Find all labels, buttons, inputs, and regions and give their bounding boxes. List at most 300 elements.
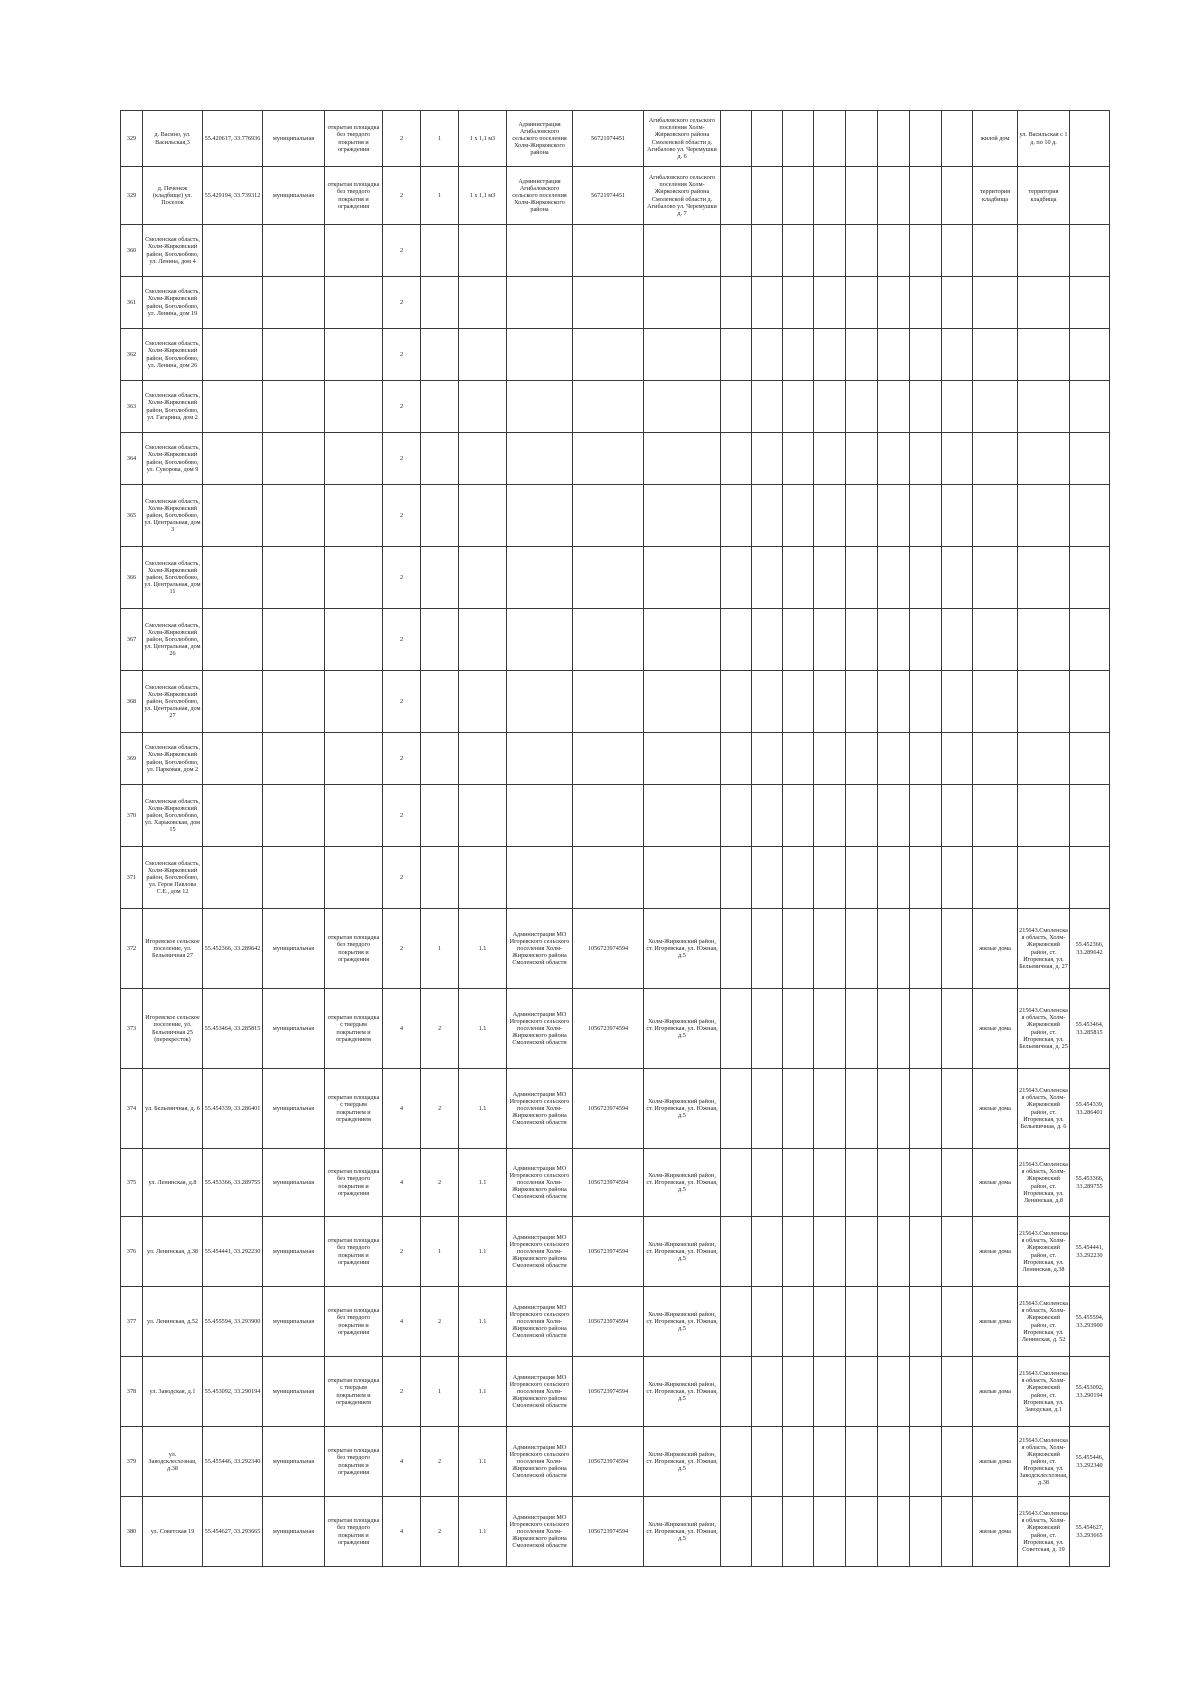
container-volume xyxy=(459,847,507,909)
owner-organization: Администрация МО Игоревского сельского поселения Холм-Жирковского района Смоленской области xyxy=(507,1149,573,1217)
table-row xyxy=(121,989,1110,1069)
area: 4 xyxy=(383,1427,421,1497)
empty-cell xyxy=(783,671,814,733)
empty-cell xyxy=(783,277,814,329)
owner-address: Холм-Жирковский район, ст. Игоревская, ул. Южная, д.5 xyxy=(644,1287,721,1357)
empty-cell xyxy=(814,485,846,547)
empty-cell xyxy=(910,225,942,277)
owner-organization: Администрация МО Игоревского сельского поселения Холм-Жирковского района Смоленской области xyxy=(507,1357,573,1427)
source-coordinates xyxy=(1070,847,1110,909)
source-address xyxy=(1018,785,1070,847)
source-address xyxy=(1018,609,1070,671)
source-coordinates: 55.454339, 33.286401 xyxy=(1070,1069,1110,1149)
empty-cell xyxy=(752,1497,783,1567)
surface-type xyxy=(325,733,383,785)
area: 4 xyxy=(383,989,421,1069)
area: 2 xyxy=(383,547,421,609)
source-coordinates xyxy=(1070,547,1110,609)
waste-source: жилые дома xyxy=(973,1069,1018,1149)
owner-organization: Администрация МО Игоревского сельского поселения Холм-Жирковского района Смоленской области xyxy=(507,1287,573,1357)
source-coordinates xyxy=(1070,277,1110,329)
coordinates: 55.452366, 33.289642 xyxy=(203,909,263,989)
container-count: 2 xyxy=(421,989,459,1069)
empty-cell xyxy=(814,609,846,671)
table-row xyxy=(121,847,1110,909)
location-address: Смоленская область, Холм-Жирковский район, Боголюбово, ул. Ленина, дом 4 xyxy=(143,225,203,277)
surface-type: открытая площадка с твердым покрытием и ограждением xyxy=(325,1357,383,1427)
table-row xyxy=(121,1217,1110,1287)
coordinates: 55.453092, 33.290194 xyxy=(203,1357,263,1427)
row-number: 367 xyxy=(121,609,143,671)
container-count xyxy=(421,671,459,733)
empty-cell xyxy=(721,1149,752,1217)
empty-cell xyxy=(846,1427,878,1497)
area: 2 xyxy=(383,671,421,733)
empty-cell xyxy=(878,485,910,547)
table-row xyxy=(121,167,1110,225)
owner-organization xyxy=(507,609,573,671)
area: 4 xyxy=(383,1497,421,1567)
source-address: 215643.Смоленская область, Холм-Жирковский район, ст. Игоревская, ул. Советская, д. 19 xyxy=(1018,1497,1070,1567)
container-volume xyxy=(459,609,507,671)
container-volume: 1.1 xyxy=(459,989,507,1069)
location-address: Смоленская область, Холм-Жирковский район, Боголюбово, ул. Центральная, дом 3 xyxy=(143,485,203,547)
source-address: 215643.Смоленская область, Холм-Жирковский район, ст. Игоревская, ул. Бельевичная, д. 25 xyxy=(1018,989,1070,1069)
container-volume xyxy=(459,733,507,785)
empty-cell xyxy=(814,1217,846,1287)
empty-cell xyxy=(721,1217,752,1287)
location-address: ул. Заводская, д.1 xyxy=(143,1357,203,1427)
owner-address xyxy=(644,609,721,671)
table-row xyxy=(121,785,1110,847)
ownership xyxy=(263,671,325,733)
empty-cell xyxy=(942,671,973,733)
coordinates xyxy=(203,225,263,277)
surface-type xyxy=(325,381,383,433)
owner-address xyxy=(644,277,721,329)
empty-cell xyxy=(814,381,846,433)
empty-cell xyxy=(910,609,942,671)
empty-cell xyxy=(783,433,814,485)
waste-source xyxy=(973,671,1018,733)
owner-ogrn xyxy=(573,485,644,547)
empty-cell xyxy=(846,1217,878,1287)
surface-type: открытая площадка без твердого покрытия и ограждения xyxy=(325,909,383,989)
owner-ogrn: 1056723974594 xyxy=(573,1217,644,1287)
container-count xyxy=(421,847,459,909)
area: 2 xyxy=(383,909,421,989)
empty-cell xyxy=(721,329,752,381)
container-volume: 1.1 xyxy=(459,1497,507,1567)
empty-cell xyxy=(942,847,973,909)
location-address: Смоленская область, Холм-Жирковский район, Боголюбово, ул. Ленина, дом 19 xyxy=(143,277,203,329)
owner-ogrn: 56721974451 xyxy=(573,111,644,167)
row-number: 364 xyxy=(121,433,143,485)
owner-organization xyxy=(507,329,573,381)
empty-cell xyxy=(752,909,783,989)
owner-organization: Администрация МО Игоревского сельского поселения Холм-Жирковского района Смоленской области xyxy=(507,989,573,1069)
empty-cell xyxy=(721,167,752,225)
empty-cell xyxy=(910,1217,942,1287)
empty-cell xyxy=(814,1497,846,1567)
empty-cell xyxy=(878,1217,910,1287)
owner-address xyxy=(644,733,721,785)
coordinates xyxy=(203,785,263,847)
empty-cell xyxy=(910,381,942,433)
empty-cell xyxy=(910,989,942,1069)
container-count: 2 xyxy=(421,1069,459,1149)
row-number: 372 xyxy=(121,909,143,989)
empty-cell xyxy=(878,329,910,381)
empty-cell xyxy=(942,547,973,609)
location-address: Смоленская область, Холм-Жирковский район, Боголюбово, ул. Харьковская, дом 15 xyxy=(143,785,203,847)
empty-cell xyxy=(846,785,878,847)
container-volume xyxy=(459,547,507,609)
empty-cell xyxy=(752,547,783,609)
empty-cell xyxy=(752,671,783,733)
empty-cell xyxy=(942,1287,973,1357)
area: 2 xyxy=(383,111,421,167)
area: 2 xyxy=(383,733,421,785)
source-address xyxy=(1018,329,1070,381)
empty-cell xyxy=(783,1357,814,1427)
surface-type xyxy=(325,847,383,909)
empty-cell xyxy=(752,989,783,1069)
empty-cell xyxy=(910,1149,942,1217)
empty-cell xyxy=(878,609,910,671)
coordinates xyxy=(203,609,263,671)
container-count: 1 xyxy=(421,909,459,989)
empty-cell xyxy=(878,1357,910,1427)
empty-cell xyxy=(814,1287,846,1357)
container-volume xyxy=(459,671,507,733)
area: 2 xyxy=(383,433,421,485)
empty-cell xyxy=(910,1357,942,1427)
coordinates xyxy=(203,329,263,381)
owner-ogrn xyxy=(573,433,644,485)
empty-cell xyxy=(721,1427,752,1497)
location-address: Смоленская область, Холм-Жирковский район, Боголюбово, ул. Гагарина, дом 2 xyxy=(143,381,203,433)
table-row xyxy=(121,1149,1110,1217)
owner-address: Холм-Жирковский район, ст. Игоревская, ул. Южная, д.5 xyxy=(644,1427,721,1497)
owner-ogrn: 1056723974594 xyxy=(573,1287,644,1357)
ownership: муниципальная xyxy=(263,1357,325,1427)
source-coordinates xyxy=(1070,785,1110,847)
table-body xyxy=(121,111,1110,1567)
coordinates xyxy=(203,847,263,909)
empty-cell xyxy=(910,433,942,485)
owner-ogrn: 1056723974594 xyxy=(573,1497,644,1567)
table-row xyxy=(121,111,1110,167)
empty-cell xyxy=(942,433,973,485)
empty-cell xyxy=(910,785,942,847)
source-address: 215643.Смоленская область, Холм-Жирковский район, ст. Игоревская, ул. Заводсклесхозная, д.38 xyxy=(1018,1427,1070,1497)
table-row xyxy=(121,733,1110,785)
owner-ogrn xyxy=(573,847,644,909)
waste-source xyxy=(973,785,1018,847)
waste-source: жилой дом xyxy=(973,111,1018,167)
source-address xyxy=(1018,847,1070,909)
source-coordinates xyxy=(1070,485,1110,547)
ownership xyxy=(263,847,325,909)
source-coordinates xyxy=(1070,381,1110,433)
owner-organization xyxy=(507,485,573,547)
owner-ogrn: 1056723974594 xyxy=(573,1149,644,1217)
container-count: 1 xyxy=(421,111,459,167)
location-address: Смоленская область, Холм-Жирковский район, Боголюбово, ул. Героя Павлова С.Е., дом 12 xyxy=(143,847,203,909)
location-address: ул. Заводсклесхозная, д.38 xyxy=(143,1427,203,1497)
row-number: 366 xyxy=(121,547,143,609)
ownership: муниципальная xyxy=(263,167,325,225)
empty-cell xyxy=(752,1149,783,1217)
source-coordinates: 55.453464, 33.285815 xyxy=(1070,989,1110,1069)
coordinates: 55.455594, 33.293900 xyxy=(203,1287,263,1357)
container-count xyxy=(421,733,459,785)
empty-cell xyxy=(878,381,910,433)
row-number: 363 xyxy=(121,381,143,433)
row-number: 360 xyxy=(121,225,143,277)
empty-cell xyxy=(814,1149,846,1217)
area: 4 xyxy=(383,1287,421,1357)
empty-cell xyxy=(721,1069,752,1149)
coordinates xyxy=(203,381,263,433)
empty-cell xyxy=(846,547,878,609)
owner-address xyxy=(644,381,721,433)
source-address xyxy=(1018,547,1070,609)
owner-organization xyxy=(507,847,573,909)
owner-address: Агибаловского сельского поселения Холм-Жирковского района Смоленской области д. Агибалово ул. Черемушки д. 6 xyxy=(644,111,721,167)
source-address: 215643.Смоленская область, Холм-Жирковский район, ст. Игоревская, ул. Бельевичная, д. 27 xyxy=(1018,909,1070,989)
coordinates: 55.453366, 33.289755 xyxy=(203,1149,263,1217)
empty-cell xyxy=(846,225,878,277)
source-coordinates xyxy=(1070,733,1110,785)
empty-cell xyxy=(814,329,846,381)
empty-cell xyxy=(814,167,846,225)
container-volume xyxy=(459,485,507,547)
owner-organization: Администрация Агибаловского сельского поселения Холм-Жирковского района xyxy=(507,111,573,167)
empty-cell xyxy=(846,381,878,433)
row-number: 374 xyxy=(121,1069,143,1149)
surface-type xyxy=(325,785,383,847)
empty-cell xyxy=(878,547,910,609)
area: 2 xyxy=(383,329,421,381)
row-number: 376 xyxy=(121,1217,143,1287)
empty-cell xyxy=(721,733,752,785)
surface-type: открытая площадка без твердого покрытия и ограждения xyxy=(325,1427,383,1497)
ownership: муниципальная xyxy=(263,1149,325,1217)
empty-cell xyxy=(752,167,783,225)
owner-address: Холм-Жирковский район, ст. Игоревская, ул. Южная, д.5 xyxy=(644,1217,721,1287)
location-address: д. Печенеж (кладбище) ул. Поселок xyxy=(143,167,203,225)
container-volume: 1 х 1,1 м3 xyxy=(459,111,507,167)
ownership xyxy=(263,547,325,609)
source-coordinates: 55.452366, 33.289642 xyxy=(1070,909,1110,989)
surface-type: открытая площадка без твердого покрытия и ограждения xyxy=(325,1149,383,1217)
empty-cell xyxy=(752,1427,783,1497)
owner-organization xyxy=(507,671,573,733)
ownership xyxy=(263,381,325,433)
empty-cell xyxy=(878,1069,910,1149)
container-count xyxy=(421,547,459,609)
empty-cell xyxy=(814,111,846,167)
empty-cell xyxy=(910,671,942,733)
source-address xyxy=(1018,225,1070,277)
empty-cell xyxy=(878,847,910,909)
owner-organization xyxy=(507,225,573,277)
row-number: 329 xyxy=(121,111,143,167)
empty-cell xyxy=(783,1069,814,1149)
container-count xyxy=(421,785,459,847)
empty-cell xyxy=(910,1287,942,1357)
empty-cell xyxy=(846,433,878,485)
empty-cell xyxy=(846,989,878,1069)
owner-organization xyxy=(507,381,573,433)
empty-cell xyxy=(783,847,814,909)
source-coordinates xyxy=(1070,329,1110,381)
empty-cell xyxy=(721,277,752,329)
location-address: ул. Советская 19 xyxy=(143,1497,203,1567)
area: 2 xyxy=(383,1357,421,1427)
location-address: д. Васино, ул. Васильская,3 xyxy=(143,111,203,167)
waste-source xyxy=(973,433,1018,485)
surface-type xyxy=(325,329,383,381)
owner-address xyxy=(644,329,721,381)
empty-cell xyxy=(721,609,752,671)
container-volume: 1.1 xyxy=(459,1287,507,1357)
empty-cell xyxy=(910,547,942,609)
owner-address xyxy=(644,785,721,847)
surface-type xyxy=(325,277,383,329)
area: 2 xyxy=(383,785,421,847)
empty-cell xyxy=(910,485,942,547)
empty-cell xyxy=(814,433,846,485)
owner-ogrn: 1056723974594 xyxy=(573,909,644,989)
waste-source xyxy=(973,381,1018,433)
container-volume: 1.1 xyxy=(459,1427,507,1497)
empty-cell xyxy=(721,485,752,547)
coordinates: 55.454339, 33.286401 xyxy=(203,1069,263,1149)
empty-cell xyxy=(783,111,814,167)
container-volume xyxy=(459,381,507,433)
empty-cell xyxy=(752,1287,783,1357)
owner-address: Холм-Жирковский район, ст. Игоревская, ул. Южная, д.5 xyxy=(644,1357,721,1427)
owner-address: Холм-Жирковский район, ст. Игоревская, ул. Южная, д.5 xyxy=(644,1069,721,1149)
owner-address xyxy=(644,433,721,485)
empty-cell xyxy=(942,609,973,671)
table-row xyxy=(121,381,1110,433)
location-address: Игоревское сельское поселение, ул. Бельевичная 27 xyxy=(143,909,203,989)
empty-cell xyxy=(942,225,973,277)
source-address xyxy=(1018,485,1070,547)
row-number: 361 xyxy=(121,277,143,329)
source-coordinates: 55.454441, 33.292230 xyxy=(1070,1217,1110,1287)
owner-organization xyxy=(507,733,573,785)
waste-source: жилые дома xyxy=(973,989,1018,1069)
empty-cell xyxy=(752,785,783,847)
empty-cell xyxy=(878,433,910,485)
empty-cell xyxy=(752,381,783,433)
source-address xyxy=(1018,733,1070,785)
empty-cell xyxy=(878,167,910,225)
surface-type xyxy=(325,225,383,277)
empty-cell xyxy=(910,1427,942,1497)
ownership xyxy=(263,485,325,547)
ownership xyxy=(263,225,325,277)
location-address: Игоревское сельское поселение, ул. Бельевичная 25 (перекресток) xyxy=(143,989,203,1069)
empty-cell xyxy=(910,909,942,989)
surface-type: открытая площадка без твердого покрытия и ограждения xyxy=(325,1497,383,1567)
area: 4 xyxy=(383,1069,421,1149)
container-volume: 1.1 xyxy=(459,1217,507,1287)
coordinates: 55.455446, 33.292340 xyxy=(203,1427,263,1497)
empty-cell xyxy=(846,485,878,547)
empty-cell xyxy=(721,381,752,433)
source-address xyxy=(1018,671,1070,733)
owner-ogrn xyxy=(573,547,644,609)
owner-address xyxy=(644,847,721,909)
surface-type xyxy=(325,609,383,671)
empty-cell xyxy=(942,785,973,847)
container-volume: 1.1 xyxy=(459,1069,507,1149)
ownership xyxy=(263,433,325,485)
empty-cell xyxy=(752,111,783,167)
area: 2 xyxy=(383,1217,421,1287)
empty-cell xyxy=(752,329,783,381)
empty-cell xyxy=(814,909,846,989)
empty-cell xyxy=(752,1357,783,1427)
container-volume: 1.1 xyxy=(459,909,507,989)
empty-cell xyxy=(910,329,942,381)
ownership: муниципальная xyxy=(263,111,325,167)
area: 2 xyxy=(383,847,421,909)
source-coordinates: 55.455594, 33.293900 xyxy=(1070,1287,1110,1357)
location-address: Смоленская область, Холм-Жирковский район, Боголюбово, ул. Ленина, дом 26 xyxy=(143,329,203,381)
empty-cell xyxy=(721,1357,752,1427)
table-row xyxy=(121,1427,1110,1497)
container-count xyxy=(421,329,459,381)
location-address: Смоленская область, Холм-Жирковский район, Боголюбово, ул. Парковая, дом 2 xyxy=(143,733,203,785)
surface-type: открытая площадка с твердым покрытием и ограждением xyxy=(325,989,383,1069)
source-address: ул. Васильская с 1 д. по 10 д. xyxy=(1018,111,1070,167)
owner-address: Холм-Жирковский район, ст. Игоревская, ул. Южная, д.5 xyxy=(644,1497,721,1567)
empty-cell xyxy=(846,671,878,733)
source-address: территория кладбища xyxy=(1018,167,1070,225)
empty-cell xyxy=(942,1149,973,1217)
empty-cell xyxy=(942,1357,973,1427)
empty-cell xyxy=(814,989,846,1069)
registry-table xyxy=(120,110,1110,1567)
surface-type xyxy=(325,547,383,609)
waste-source: жилые дома xyxy=(973,1427,1018,1497)
owner-ogrn xyxy=(573,671,644,733)
waste-source xyxy=(973,277,1018,329)
waste-source xyxy=(973,547,1018,609)
ownership xyxy=(263,329,325,381)
empty-cell xyxy=(814,1427,846,1497)
table-row xyxy=(121,485,1110,547)
owner-organization: Администрация МО Игоревского сельского поселения Холм-Жирковского района Смоленской области xyxy=(507,1217,573,1287)
coordinates: 55.454441, 33.292230 xyxy=(203,1217,263,1287)
empty-cell xyxy=(783,167,814,225)
source-address xyxy=(1018,433,1070,485)
empty-cell xyxy=(814,547,846,609)
empty-cell xyxy=(846,1149,878,1217)
owner-address: Агибаловского сельского поселения Холм-Жирковского района Смоленской области д. Агибалово ул. Черемушки д. 7 xyxy=(644,167,721,225)
coordinates xyxy=(203,671,263,733)
empty-cell xyxy=(910,733,942,785)
ownership: муниципальная xyxy=(263,1497,325,1567)
waste-source xyxy=(973,733,1018,785)
